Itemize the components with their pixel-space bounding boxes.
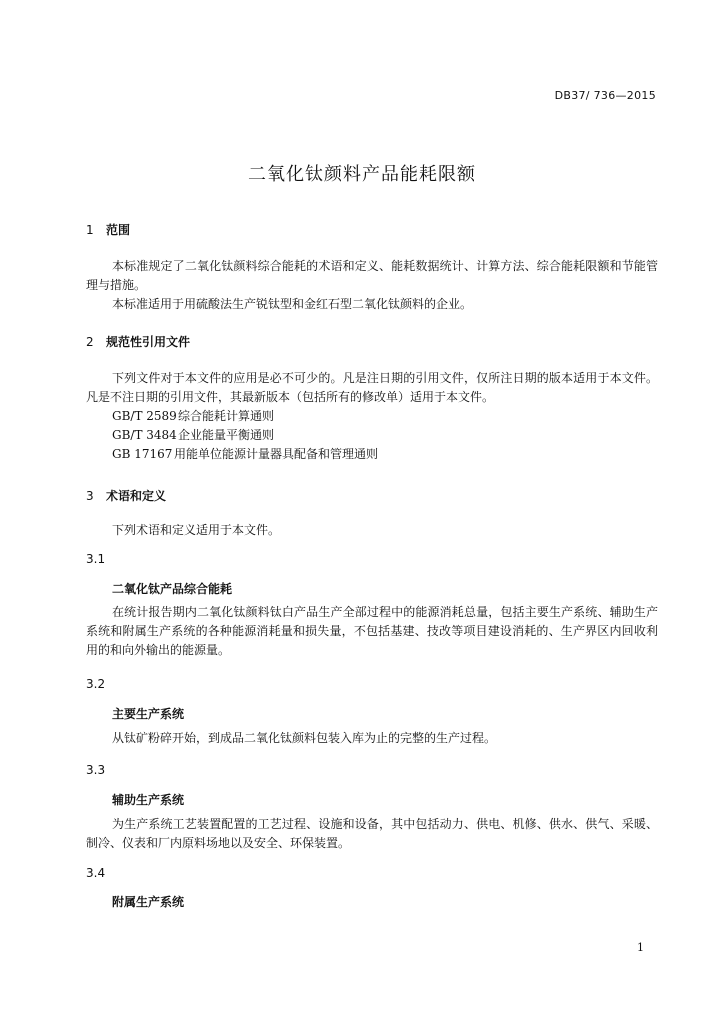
section-number: 1 xyxy=(86,223,94,237)
paragraph: 从钛矿粉碎开始，到成品二氧化钛颜料包装入库为止的完整的生产过程。 xyxy=(112,731,497,745)
paragraph: 下列文件对于本文件的应用是必不可少的。凡是注日期的引用文件，仅所注日期的版本适用于本文件。凡是不注日期的引用文件，其最新版本（包括所有的修改单）适用于本文件。 xyxy=(86,371,658,404)
clause-number-3-4: 3.4 xyxy=(86,866,106,880)
paragraph: 下列术语和定义适用于本文件。 xyxy=(112,523,281,537)
clause-number-3-3: 3.3 xyxy=(86,763,106,777)
term-3-2: 主要生产系统 xyxy=(112,707,185,721)
section-1-body xyxy=(86,257,658,314)
paragraph: 在统计报告期内二氧化钛颜料钛白产品生产全部过程中的能源消耗总量，包括主要生产系统、辅助生产系统和附属生产系统的各种能源消耗量和损失量，不包括基建、技改等项目建设消耗的、生产界区内回收利用的和向外输出的能源量。 xyxy=(86,605,658,657)
section-number: 2 xyxy=(86,335,94,349)
reference-name: 用能单位能源计量器具配备和管理通则 xyxy=(174,447,379,461)
reference-code: GB 17167 xyxy=(112,447,173,461)
reference-name: 综合能耗计算通则 xyxy=(178,409,275,423)
clause-number-3-2: 3.2 xyxy=(86,677,106,691)
definition-3-1 xyxy=(86,603,658,660)
term-3-3: 辅助生产系统 xyxy=(112,793,185,807)
section-3-intro xyxy=(86,521,658,540)
reference-item xyxy=(86,426,658,445)
reference-item xyxy=(86,407,658,426)
definition-3-3 xyxy=(86,815,658,853)
term-3-1: 二氧化钛产品综合能耗 xyxy=(112,582,233,596)
definition-3-2 xyxy=(86,729,658,748)
section-3-heading xyxy=(86,487,658,504)
reference-code: GB/T 2589 xyxy=(112,409,177,423)
clause-number-3-1: 3.1 xyxy=(86,552,106,566)
section-title: 范围 xyxy=(106,223,131,237)
section-2-body xyxy=(86,369,658,464)
section-title: 规范性引用文件 xyxy=(106,335,191,349)
reference-code: GB/T 3484 xyxy=(112,428,177,442)
section-title: 术语和定义 xyxy=(106,489,167,503)
page-number: 1 xyxy=(637,941,644,954)
document-title: 二氧化钛颜料产品能耗限额 xyxy=(248,164,476,185)
document-code: DB37/ 736—2015 xyxy=(554,89,656,102)
paragraph: 为生产系统工艺装置配置的工艺过程、设施和设备，其中包括动力、供电、机修、供水、供气、采暖、制冷、仪表和厂内原料场地以及安全、环保装置。 xyxy=(86,817,658,850)
reference-item xyxy=(86,445,658,464)
section-2-heading xyxy=(86,333,658,350)
section-1-heading xyxy=(86,221,658,238)
term-3-4: 附属生产系统 xyxy=(112,895,185,909)
paragraph: 本标准规定了二氧化钛颜料综合能耗的术语和定义、能耗数据统计、计算方法、综合能耗限额和节能管理与措施。 xyxy=(86,259,658,292)
paragraph: 本标准适用于用硫酸法生产锐钛型和金红石型二氧化钛颜料的企业。 xyxy=(112,297,473,311)
section-number: 3 xyxy=(86,489,94,503)
reference-name: 企业能量平衡通则 xyxy=(178,428,275,442)
